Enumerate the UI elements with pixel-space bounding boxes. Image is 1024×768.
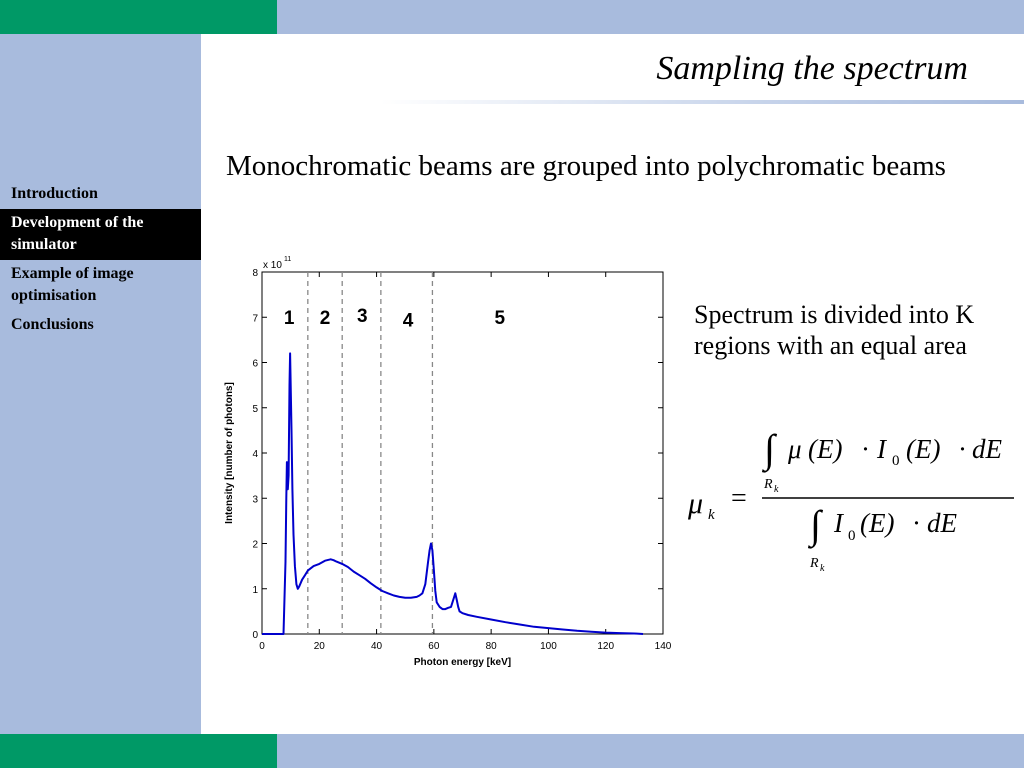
y-axis-label: Intensity [number of photons] (224, 382, 235, 524)
region-label-4: 4 (402, 310, 414, 332)
y-tick-label: 8 (252, 268, 258, 279)
formula-den-range: R (810, 556, 819, 571)
nav-item-development[interactable]: Development of the simulator (0, 209, 201, 260)
x-tick-label: 120 (597, 641, 615, 652)
region-label-1: 1 (283, 308, 295, 330)
y-multiplier-exponent: 11 (284, 256, 292, 263)
formula-num-mu: μ (788, 434, 802, 464)
x-tick-label: 0 (259, 641, 265, 652)
x-tick-label: 140 (654, 641, 672, 652)
formula-num-integral: ∫ (764, 426, 775, 471)
y-tick-label: 7 (252, 313, 258, 325)
formula-num-pe2: (E) (906, 434, 941, 464)
y-tick-label: 4 (252, 449, 258, 460)
y-multiplier-label: x 10 (263, 260, 282, 271)
x-tick-label: 100 (540, 641, 557, 652)
x-tick-label: 80 (485, 641, 497, 652)
spectrum-line (262, 353, 643, 634)
region-label-3: 3 (356, 305, 368, 327)
formula-den-range-sub: k (820, 563, 825, 574)
formula-num-range: R (764, 477, 773, 492)
formula-den-integral: ∫ (810, 502, 821, 547)
formula-den-pe: (E) (860, 508, 895, 538)
y-tick-label: 5 (252, 403, 258, 415)
body-text: Monochromatic beams are grouped into polychromatic beams (226, 150, 946, 182)
x-tick-label: 40 (371, 641, 383, 652)
nav-item-conclusions[interactable]: Conclusions (11, 316, 94, 333)
formula-equals: = (731, 483, 747, 514)
y-tick-label: 0 (252, 630, 258, 641)
formula-num-pe1: (E) (808, 434, 843, 464)
x-axis-label: Photon energy [keV] (413, 657, 512, 668)
y-tick-label: 2 (252, 539, 258, 551)
formula-num-dot2: · (958, 434, 967, 464)
formula-num-range-sub: k (774, 484, 779, 495)
region-label-2: 2 (319, 308, 331, 330)
formula (687, 426, 1014, 574)
formula-den-de: dE (927, 508, 957, 538)
spectrum-chart (224, 256, 672, 668)
region-label-5: 5 (494, 308, 506, 330)
formula-den-dot: · (912, 508, 921, 538)
formula-num-i: I (877, 434, 886, 464)
y-tick-label: 1 (252, 584, 258, 596)
formula-lhs-sub: k (708, 507, 715, 523)
y-tick-label: 3 (252, 494, 258, 506)
y-tick-label: 6 (252, 358, 258, 370)
side-text: Spectrum is divided into K regions with an equal area (694, 300, 975, 360)
formula-num-de: dE (972, 434, 1002, 464)
nav-item-introduction[interactable]: Introduction (11, 185, 98, 202)
formula-num-dot1: · (861, 434, 870, 464)
nav-item-example[interactable]: Example of image optimisation (11, 265, 134, 304)
formula-lhs-mu: μ (688, 487, 704, 520)
slide-title: Sampling the spectrum (656, 50, 968, 87)
x-tick-label: 60 (428, 641, 440, 652)
formula-num-i-sub: 0 (892, 453, 900, 469)
formula-den-i-sub: 0 (848, 528, 856, 544)
x-tick-label: 20 (313, 641, 325, 652)
formula-den-i: I (834, 508, 843, 538)
